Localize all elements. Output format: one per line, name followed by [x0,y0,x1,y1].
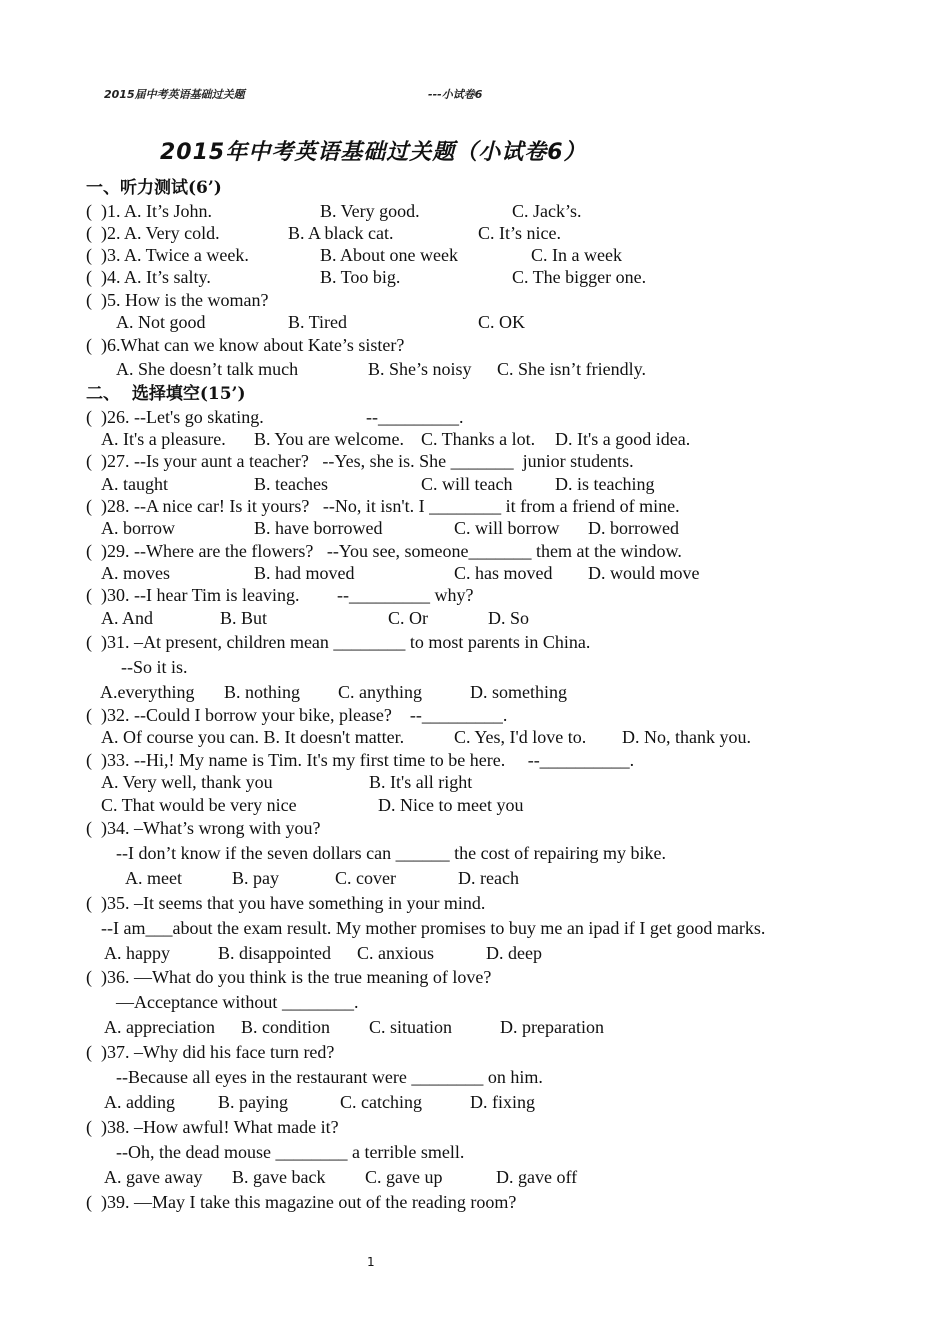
question-line: --So it is. [121,657,188,677]
answer-option: D. would move [588,563,700,583]
answer-option: C. will borrow [454,518,560,538]
question-line: C. That would be very nice [101,795,297,815]
page-number: 1 [367,1255,375,1269]
answer-option: C. anxious [357,943,435,963]
answer-option: C. In a week [531,245,622,265]
question-line: A. moves [101,563,170,583]
answer-option: --_________ why? [337,585,474,605]
question-line: A. borrow [101,518,175,538]
answer-option: C. gave up [365,1167,443,1187]
answer-option: B. But [220,608,268,628]
section-heading-choice: 二、 选择填空(15’) [86,384,246,404]
answer-option: B. have borrowed [254,518,383,538]
answer-option: B. She’s noisy [368,359,472,379]
question-line: ( )38. –How awful! What made it? [86,1117,339,1137]
question-line: --Because all eyes in the restaurant were ________ on him. [116,1067,543,1087]
answer-option: --_________. [366,407,464,427]
answer-option: C. will teach [421,474,513,494]
answer-option: D. It's a good idea. [555,429,691,449]
question-line: ( )4. A. It’s salty. [86,267,211,287]
question-line: --I am___about the exam result. My mother promises to buy me an ipad if I get good marks. [101,918,766,938]
question-line: ( )36. —What do you think is the true meaning of love? [86,967,492,987]
answer-option: D. deep [486,943,542,963]
question-line: A. taught [101,474,168,494]
answer-option: C. catching [340,1092,422,1112]
question-line: A. It's a pleasure. [101,429,226,449]
header-right: ---小试卷6 [428,88,483,101]
answer-option: D. No, thank you. [622,727,751,747]
answer-option: D. something [470,682,567,702]
question-line: A. Very well, thank you [101,772,273,792]
question-line: ( )1. A. It’s John. [86,201,212,221]
answer-option: D. fixing [470,1092,535,1112]
question-line: —Acceptance without ________. [116,992,359,1012]
question-line: ( )27. --Is your aunt a teacher? --Yes, she is. She _______ junior students. [86,451,634,471]
question-line: ( )33. --Hi,! My name is Tim. It's my first time to be here. --__________. [86,750,635,770]
page-title: 2015年中考英语基础过关题（小试卷6） [160,140,587,165]
question-line: ( )5. How is the woman? [86,290,269,310]
question-line: --I don’t know if the seven dollars can ______ the cost of repairing my bike. [116,843,667,863]
answer-option: C. Jack’s. [512,201,582,221]
answer-option: D. gave off [496,1167,578,1187]
question-line: A. gave away [104,1167,203,1187]
answer-option: B. About one week [320,245,458,265]
answer-option: D. borrowed [588,518,679,538]
question-line: ( )2. A. Very cold. [86,223,220,243]
answer-option: B. gave back [232,1167,326,1187]
question-line: ( )37. –Why did his face turn red? [86,1042,335,1062]
answer-option: C. anything [338,682,422,702]
answer-option: C. Thanks a lot. [421,429,536,449]
question-line: A. adding [104,1092,175,1112]
answer-option: B. Very good. [320,201,420,221]
question-line: ( )3. A. Twice a week. [86,245,249,265]
answer-option: B. paying [218,1092,288,1112]
answer-option: B. condition [241,1017,330,1037]
question-line: ( )32. --Could I borrow your bike, please? --_________. [86,705,508,725]
question-line: ( )35. –It seems that you have something in your mind. [86,893,486,913]
question-line: ( )39. —May I take this magazine out of the reading room? [86,1192,517,1212]
question-line: A. meet [125,868,182,888]
answer-option: C. It’s nice. [478,223,561,243]
section-heading-listening: 一、听力测试(6’) [86,178,222,198]
answer-option: B. You are welcome. [254,429,404,449]
question-line: ( )28. --A nice car! Is it yours? --No, it isn't. I ________ it from a friend of mine. [86,496,680,516]
answer-option: B. It's all right [369,772,473,792]
question-line: A. happy [104,943,170,963]
question-line: ( )26. --Let's go skating. [86,407,264,427]
question-line: A. Not good [116,312,206,332]
answer-option: C. cover [335,868,396,888]
answer-option: B. teaches [254,474,328,494]
header-left: 2015届中考英语基础过关题 [104,88,245,101]
question-line: A. And [101,608,154,628]
question-line: ( )29. --Where are the flowers? --You see, someone_______ them at the window. [86,541,682,561]
answer-option: B. Tired [288,312,348,332]
question-line: ( )31. –At present, children mean ________ to most parents in China. [86,632,591,652]
question-line: --Oh, the dead mouse ________ a terrible smell. [116,1142,465,1162]
question-line: ( )34. –What’s wrong with you? [86,818,321,838]
question-line: A. Of course you can. B. It doesn't matter. [101,727,405,747]
answer-option: B. pay [232,868,279,888]
answer-option: B. nothing [224,682,301,702]
question-line: A. She doesn’t talk much [116,359,299,379]
question-line: A.everything [100,682,195,702]
answer-option: D. preparation [500,1017,604,1037]
answer-option: D. Nice to meet you [378,795,524,815]
answer-option: C. Or [388,608,428,628]
answer-option: C. Yes, I'd love to. [454,727,587,747]
answer-option: C. situation [369,1017,453,1037]
answer-option: B. had moved [254,563,355,583]
answer-option: C. The bigger one. [512,267,647,287]
question-line: ( )30. --I hear Tim is leaving. [86,585,300,605]
answer-option: C. OK [478,312,526,332]
answer-option: D. So [488,608,530,628]
answer-option: B. disappointed [218,943,331,963]
question-line: A. appreciation [104,1017,215,1037]
answer-option: B. A black cat. [288,223,394,243]
answer-option: C. has moved [454,563,553,583]
answer-option: C. She isn’t friendly. [497,359,646,379]
answer-option: D. is teaching [555,474,655,494]
question-line: ( )6.What can we know about Kate’s sister? [86,335,405,355]
answer-option: B. Too big. [320,267,401,287]
answer-option: D. reach [458,868,519,888]
